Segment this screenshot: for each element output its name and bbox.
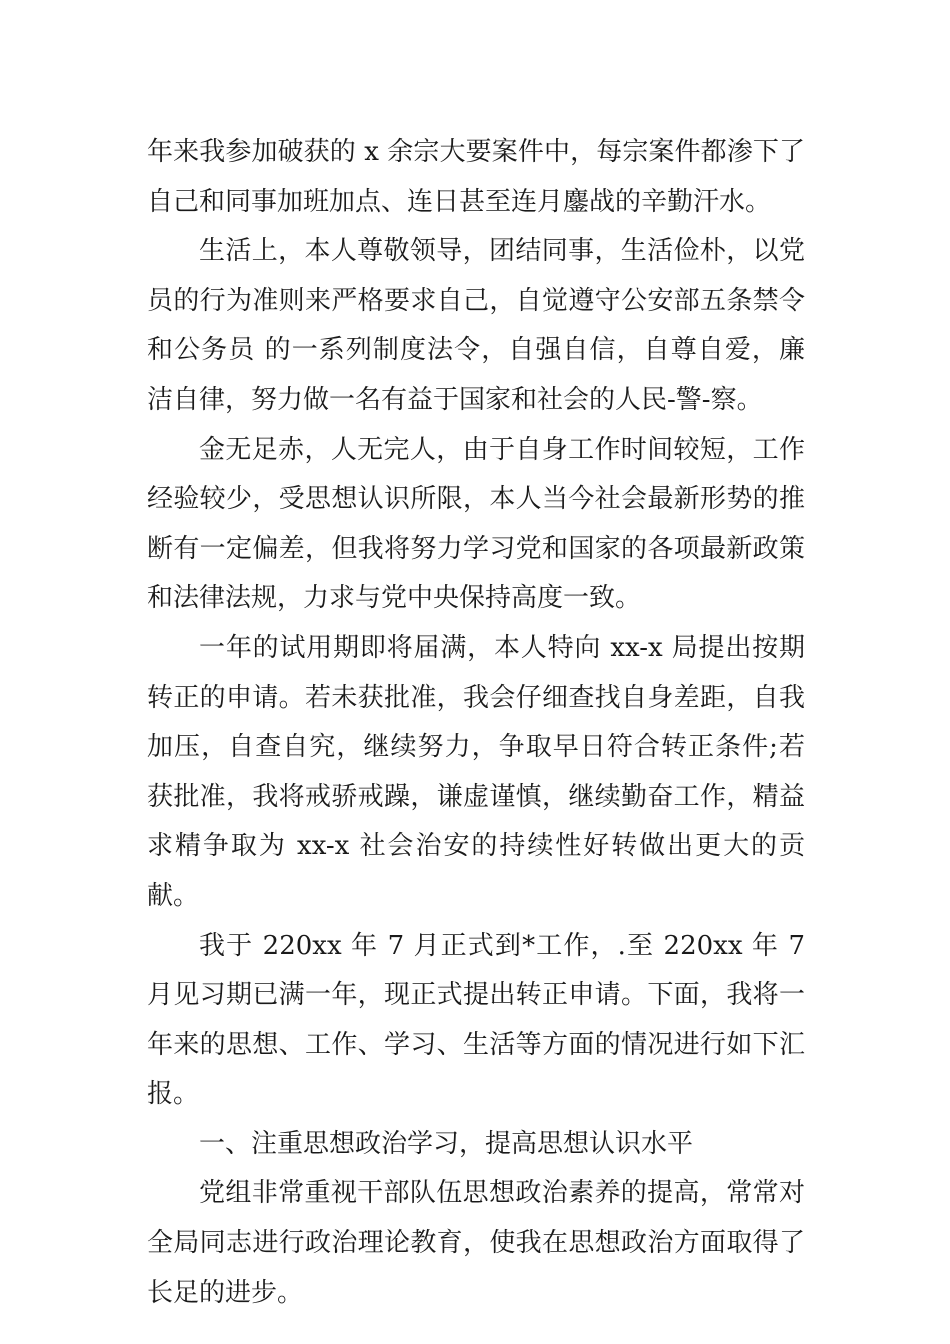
paragraph-6: 党组非常重视干部队伍思想政治素养的提高，常常对全局同志进行政治理论教育，使我在思想政治方面取得了长足的进步。: [147, 1178, 805, 1308]
document-body: [147, 128, 805, 1318]
paragraph-2: 生活上，本人尊敬领导，团结同事，生活俭朴，以党员的行为准则来严格要求自己，自觉遵守公安部五条禁令和公务员 的一系列制度法令，自强自信，自尊自爱，廉洁自律，努力做一名有益于国家和社会的人民-警-察。: [147, 236, 805, 415]
section-heading: 一、注重思想政治学习，提高思想认识水平: [199, 1128, 694, 1159]
paragraph-1: 年来我参加破获的 x 余宗大要案件中，每宗案件都渗下了自己和同事加班加点、连日甚至连月鏖战的辛勤汗水。: [147, 137, 805, 217]
paragraph-5: 我于 220xx 年 7 月正式到*工作，.至 220xx 年 7 月见习期已满一年，现正式提出转正申请。下面，我将一年来的思想、工作、学习、生活等方面的情况进行如下汇报。: [147, 930, 805, 1110]
paragraph-4: 一年的试用期即将届满，本人特向 xx-x 局提出按期转正的申请。若未获批准，我会仔细查找自身差距，自我加压，自查自究，继续努力，争取早日符合转正条件;若获批准，我将戒骄戒躁，谦虚谨慎，继续勤奋工作，精益求精争取为 xx-x 社会治安的持续性好转做出更大的贡献。: [147, 632, 805, 911]
paragraph-3: 金无足赤，人无完人，由于自身工作时间较短，工作经验较少，受思想认识所限，本人当今社会最新形势的推断有一定偏差，但我将努力学习党和国家的各项最新政策和法律法规，力求与党中央保持高度一致。: [147, 434, 805, 614]
